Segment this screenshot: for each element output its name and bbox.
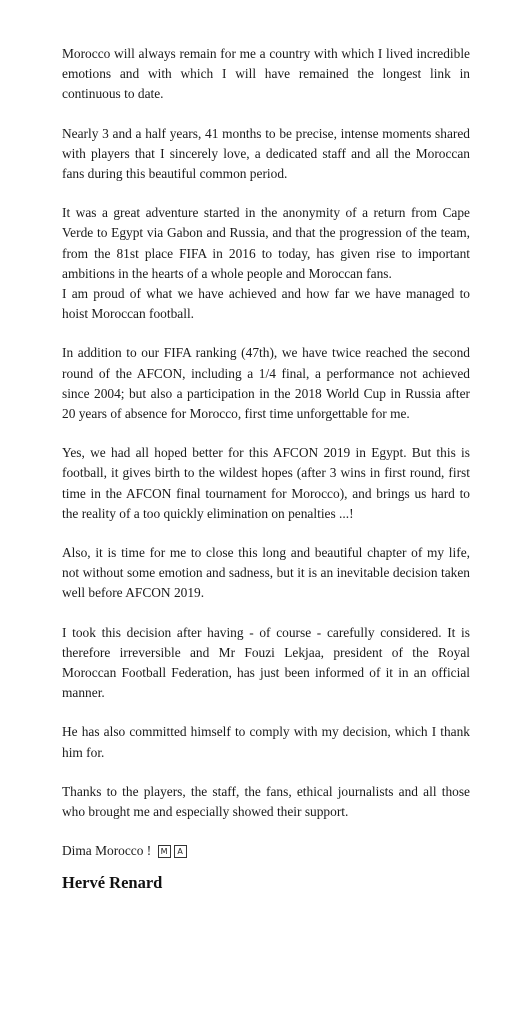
letter-body [62,44,470,894]
paragraph-9: He has also committed himself to comply with my decision, which I thank him for. [62,724,470,760]
signature: Hervé Renard [62,872,163,892]
paragraph-1: Morocco will always remain for me a country with which I lived incredible emotions and with which I will have remained the longest link in continuous to date. [62,46,470,102]
paragraph-8: I took this decision after having - of course - carefully considered. It is therefore irreversible and Mr Fouzi Lekjaa, president of the Royal Moroccan Football Federation, has just been informed of it in an official manner. [62,624,470,701]
paragraph-10: Thanks to the players, the staff, the fans, ethical journalists and all those who brought me and especially showed their support. [62,783,470,820]
paragraph-5: In addition to our FIFA ranking (47th), we have twice reached the second round of the AFCON, including a 1/4 final, a performance not achieved since 2004; but also a participation in the 2018 World Cup in Russia after 20 years of absence for Morocco, first time unforgettable for me. [62,345,470,422]
closing-line [62,841,470,861]
paragraph-3: It was a great adventure started in the anonymity of a return from Cape Verde to Egypt via Gabon and Russia, and that the progression of the team, from the 81st place FIFA in 2016 to today, has given rise to important ambitions in the hearts of a whole people and Moroccan fans. [62,205,470,281]
paragraph-6: Yes, we had all hoped better for this AFCON 2019 in Egypt. But this is football, it gives birth to the wildest hopes (after 3 wins in first round, first time in the AFCON final tournament for Morocco), and brings us hard to the reality of a too quickly elimination on penalties ...! [62,445,470,521]
closing-text: Dima Morocco ! [62,843,152,859]
paragraph-4: I am proud of what we have achieved and how far we have managed to hoist Moroccan football. [62,286,470,322]
regional-indicator-a-icon: A [174,845,187,858]
regional-indicator-m-icon: M [158,845,171,858]
paragraph-2: Nearly 3 and a half years, 41 months to be precise, intense moments shared with players that I sincerely love, a dedicated staff and all the Moroccan fans during this beautiful common period. [62,125,470,182]
paragraph-7: Also, it is time for me to close this long and beautiful chapter of my life, not without some emotion and sadness, but it is an inevitable decision taken well before AFCON 2019. [62,545,470,601]
